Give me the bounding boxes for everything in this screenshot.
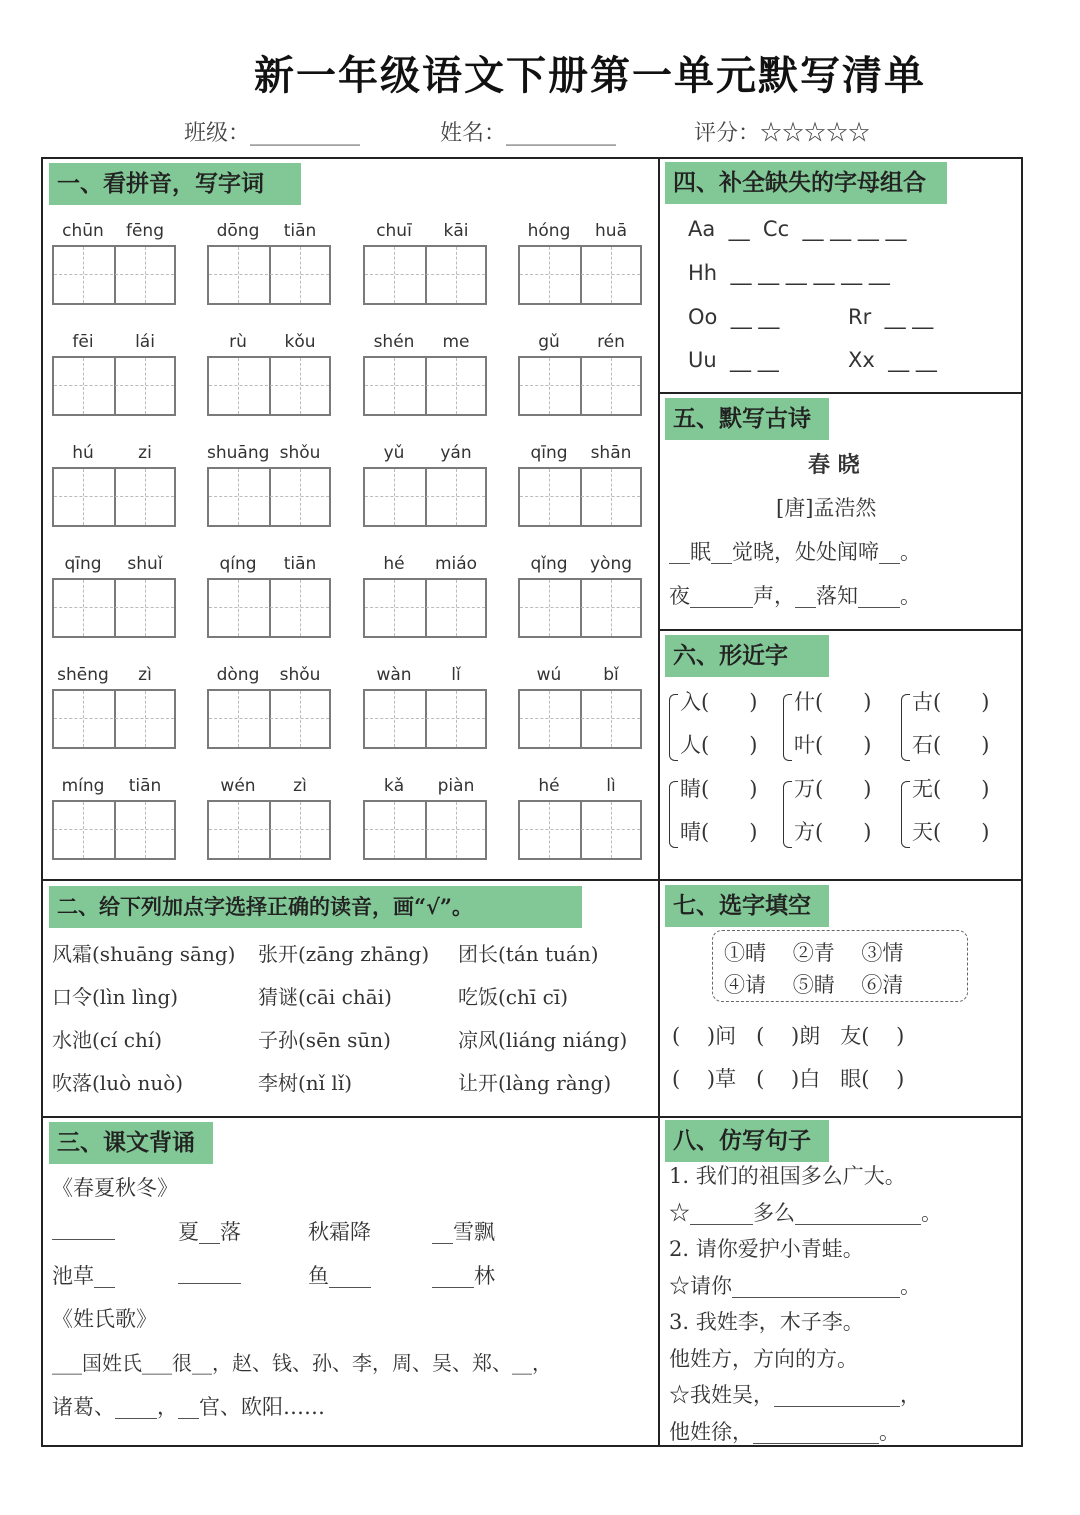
pinyin-syllable: wàn [376, 665, 412, 685]
writing-grid[interactable] [518, 689, 642, 749]
pinyin-syllable: dòng [216, 665, 260, 685]
brace-icon [669, 694, 678, 761]
pronunciation-item[interactable]: 李树(nǐ lǐ) [258, 1071, 353, 1095]
pinyin-syllable: wén [220, 776, 256, 796]
pinyin-syllable: wú [536, 665, 562, 685]
pinyin-syllable: fēi [72, 332, 94, 352]
pronunciation-item[interactable]: 让开(làng ràng) [458, 1071, 612, 1095]
pronunciation-item[interactable]: 吹落(luò nuò) [52, 1071, 184, 1095]
writing-grid[interactable] [52, 689, 176, 749]
brace-icon [783, 694, 792, 761]
class-field[interactable]: 班级：__________ [184, 121, 361, 146]
similar-char-item[interactable]: 方( ) [794, 820, 872, 844]
pinyin-syllable: míng [61, 776, 105, 796]
writing-grid[interactable] [363, 356, 487, 416]
section-5-heading: 五、默写古诗 [665, 398, 829, 440]
poem1-blank-4[interactable]: __雪飘 [432, 1220, 495, 1244]
brace-icon [901, 694, 910, 761]
pronunciation-item[interactable]: 吃饭(chī cī) [458, 985, 569, 1009]
pinyin-syllable: qíng [219, 554, 257, 574]
row-divider-2 [41, 1116, 1021, 1118]
pinyin-syllable: dōng [216, 221, 260, 241]
row-divider-right-2 [658, 629, 1021, 631]
poem2-line-1[interactable]: ___国姓氏___很__，赵、钱、孙、李，周、吴、郑、__， [52, 1351, 552, 1375]
pinyin-syllable: me [442, 332, 470, 352]
pinyin-syllable: hé [383, 554, 405, 574]
writing-grid[interactable] [52, 245, 176, 305]
page-title: 新一年级语文下册第一单元默写清单 [254, 52, 926, 99]
pinyin-syllable: kāi [443, 221, 469, 241]
poem1-blank-7[interactable]: 鱼____ [308, 1264, 371, 1288]
section-7-heading: 七、选字填空 [665, 885, 829, 927]
writing-grid[interactable] [363, 689, 487, 749]
writing-grid[interactable] [207, 245, 331, 305]
pronunciation-item[interactable]: 水池(cí chí) [52, 1028, 163, 1052]
pinyin-syllable: yǔ [383, 443, 405, 463]
pinyin-syllable: shǒu [279, 443, 321, 463]
pinyin-syllable: rén [597, 332, 625, 352]
writing-grid[interactable] [363, 245, 487, 305]
pinyin-syllable: chuī [376, 221, 412, 241]
section-6-heading: 六、形近字 [665, 635, 829, 677]
poem-title: 春 晓 [808, 452, 860, 478]
writing-grid[interactable] [52, 578, 176, 638]
pinyin-syllable: shén [373, 332, 415, 352]
poem1-title: 《春夏秋冬》 [52, 1176, 178, 1200]
pinyin-syllable: zì [138, 665, 152, 685]
pinyin-syllable: qīng [530, 443, 568, 463]
pinyin-syllable: bǐ [603, 665, 619, 685]
imitate-line: 他姓方，方向的方。 [669, 1347, 858, 1371]
imitate-line[interactable]: ☆______多么____________。 [669, 1201, 942, 1225]
imitate-line: 2. 请你爱护小青蛙。 [669, 1237, 864, 1261]
brace-icon [901, 781, 910, 848]
pinyin-syllable: tiān [283, 554, 317, 574]
writing-grid[interactable] [363, 800, 487, 860]
section-1-heading: 一、看拼音，写字词 [49, 163, 301, 205]
pinyin-syllable: hé [538, 776, 560, 796]
brace-icon [669, 781, 678, 848]
similar-char-item[interactable]: 入( ) [680, 690, 758, 714]
similar-char-item[interactable]: 人( ) [680, 733, 758, 757]
pinyin-syllable: shēng [57, 665, 109, 685]
similar-char-item[interactable]: 睛( ) [680, 777, 758, 801]
writing-grid[interactable] [518, 578, 642, 638]
similar-char-item[interactable]: 石( ) [912, 733, 990, 757]
imitate-line[interactable]: ☆请你________________。 [669, 1274, 921, 1298]
writing-grid[interactable] [52, 800, 176, 860]
pinyin-syllable: lǐ [451, 665, 461, 685]
pinyin-syllable: shuǐ [127, 554, 163, 574]
poem1-blank-8[interactable]: ____林 [432, 1264, 495, 1288]
poem2-title: 《姓氏歌》 [52, 1307, 157, 1331]
writing-grid[interactable] [207, 356, 331, 416]
score-field: 评分：☆☆☆☆☆ [694, 121, 871, 146]
writing-grid[interactable] [518, 245, 642, 305]
writing-grid[interactable] [363, 578, 487, 638]
section-8-heading: 八、仿写句子 [665, 1120, 829, 1162]
pinyin-syllable: yòng [589, 554, 633, 574]
pinyin-syllable: shǒu [279, 665, 321, 685]
poem1-blank-2[interactable]: 夏__落 [178, 1220, 241, 1244]
writing-grid[interactable] [207, 800, 331, 860]
pinyin-syllable: shuāng [207, 443, 270, 463]
poem1-blank-1[interactable]: ______ [52, 1216, 115, 1240]
section-4-heading: 四、补全缺失的字母组合 [665, 162, 947, 204]
poem2-line-2[interactable]: 诸葛、____，__官、欧阳…… [52, 1395, 325, 1419]
pinyin-syllable: qīng [64, 554, 102, 574]
imitate-line: 1. 我们的祖国多么广大。 [669, 1164, 906, 1188]
options-row-1: ①晴 ②青 ③情 [724, 941, 904, 965]
letters-row-3b[interactable]: Rr __ __ [848, 305, 934, 329]
poem1-blank-6[interactable]: ______ [178, 1260, 241, 1284]
pinyin-syllable: huā [595, 221, 627, 241]
poem1-blank-5[interactable]: 池草__ [52, 1264, 115, 1288]
pinyin-syllable: kǎ [383, 776, 405, 796]
poem-author: [唐]孟浩然 [776, 496, 877, 520]
writing-grid[interactable] [207, 578, 331, 638]
pinyin-syllable: lì [606, 776, 616, 796]
fill-row-2[interactable]: ( )草 ( )白 眼( ) [672, 1067, 905, 1091]
row-divider-right-1 [658, 392, 1021, 394]
similar-char-item[interactable]: 古( ) [912, 690, 990, 714]
writing-grid[interactable] [363, 467, 487, 527]
letters-row-4a[interactable]: Uu __ __ [688, 348, 779, 372]
writing-grid[interactable] [207, 467, 331, 527]
pronunciation-item[interactable]: 张开(zāng zhāng) [258, 942, 430, 966]
section-2-heading: 二、给下列加点字选择正确的读音，画“√”。 [49, 886, 582, 928]
pinyin-syllable: chūn [62, 221, 104, 241]
pronunciation-item[interactable]: 团长(tán tuán) [458, 942, 599, 966]
pronunciation-item[interactable]: 风霜(shuāng sāng) [52, 942, 236, 966]
options-row-2: ④请 ⑤睛 ⑥清 [724, 973, 904, 997]
fill-row-1[interactable]: ( )问 ( )朗 友( ) [672, 1024, 905, 1048]
letters-row-1[interactable]: Aa __ Cc __ __ __ __ [688, 217, 907, 241]
pinyin-syllable: qǐng [530, 554, 568, 574]
pronunciation-item[interactable]: 凉风(liáng niáng) [458, 1028, 628, 1052]
imitate-line[interactable]: ☆我姓吴，____________， [669, 1383, 921, 1407]
pronunciation-item[interactable]: 猜谜(cāi chāi) [258, 985, 392, 1009]
row-divider-left-1 [41, 879, 1021, 881]
pronunciation-item[interactable]: 子孙(sēn sūn) [258, 1028, 391, 1052]
letters-row-4b[interactable]: Xx __ __ [848, 348, 937, 372]
writing-grid[interactable] [518, 800, 642, 860]
pinyin-syllable: hóng [527, 221, 571, 241]
similar-char-item[interactable]: 天( ) [912, 820, 990, 844]
pinyin-syllable: fēng [125, 221, 164, 241]
pinyin-syllable: tiān [283, 221, 317, 241]
pinyin-syllable: rù [229, 332, 247, 352]
pinyin-syllable: hú [72, 443, 94, 463]
similar-char-item[interactable]: 什( ) [794, 690, 872, 714]
letters-row-2[interactable]: Hh __ __ __ __ __ __ [688, 261, 890, 285]
pinyin-syllable: tiān [128, 776, 162, 796]
column-divider [658, 157, 660, 1445]
writing-grid[interactable] [52, 467, 176, 527]
poem-line-2[interactable]: 夜______声，__落知____。 [669, 584, 921, 608]
pinyin-syllable: yán [440, 443, 472, 463]
pinyin-syllable: miáo [434, 554, 478, 574]
similar-char-item[interactable]: 叶( ) [794, 733, 872, 757]
pinyin-syllable: lái [135, 332, 155, 352]
writing-grid[interactable] [52, 356, 176, 416]
letters-row-3a[interactable]: Oo __ __ [688, 305, 780, 329]
pinyin-syllable: zi [138, 443, 152, 463]
name-field[interactable]: 姓名：__________ [440, 121, 617, 146]
pinyin-syllable: kǒu [284, 332, 316, 352]
similar-char-item[interactable]: 无( ) [912, 777, 990, 801]
writing-grid[interactable] [518, 356, 642, 416]
pronunciation-item[interactable]: 口令(lìn lìng) [52, 985, 179, 1009]
imitate-line: 3. 我姓李，木子李。 [669, 1310, 864, 1334]
pinyin-syllable: piàn [437, 776, 475, 796]
brace-icon [783, 781, 792, 848]
poem-line-1[interactable]: __眠__觉晓，处处闻啼__。 [669, 540, 921, 564]
pinyin-syllable: zì [293, 776, 307, 796]
poem1-blank-3: 秋霜降 [308, 1220, 371, 1244]
section-3-heading: 三、课文背诵 [49, 1122, 213, 1164]
pinyin-syllable: gǔ [538, 332, 560, 352]
writing-grid[interactable] [518, 467, 642, 527]
similar-char-item[interactable]: 晴( ) [680, 820, 758, 844]
writing-grid[interactable] [207, 689, 331, 749]
imitate-line[interactable]: 他姓徐，____________。 [669, 1420, 900, 1444]
similar-char-item[interactable]: 万( ) [794, 777, 872, 801]
pinyin-syllable: shān [590, 443, 632, 463]
